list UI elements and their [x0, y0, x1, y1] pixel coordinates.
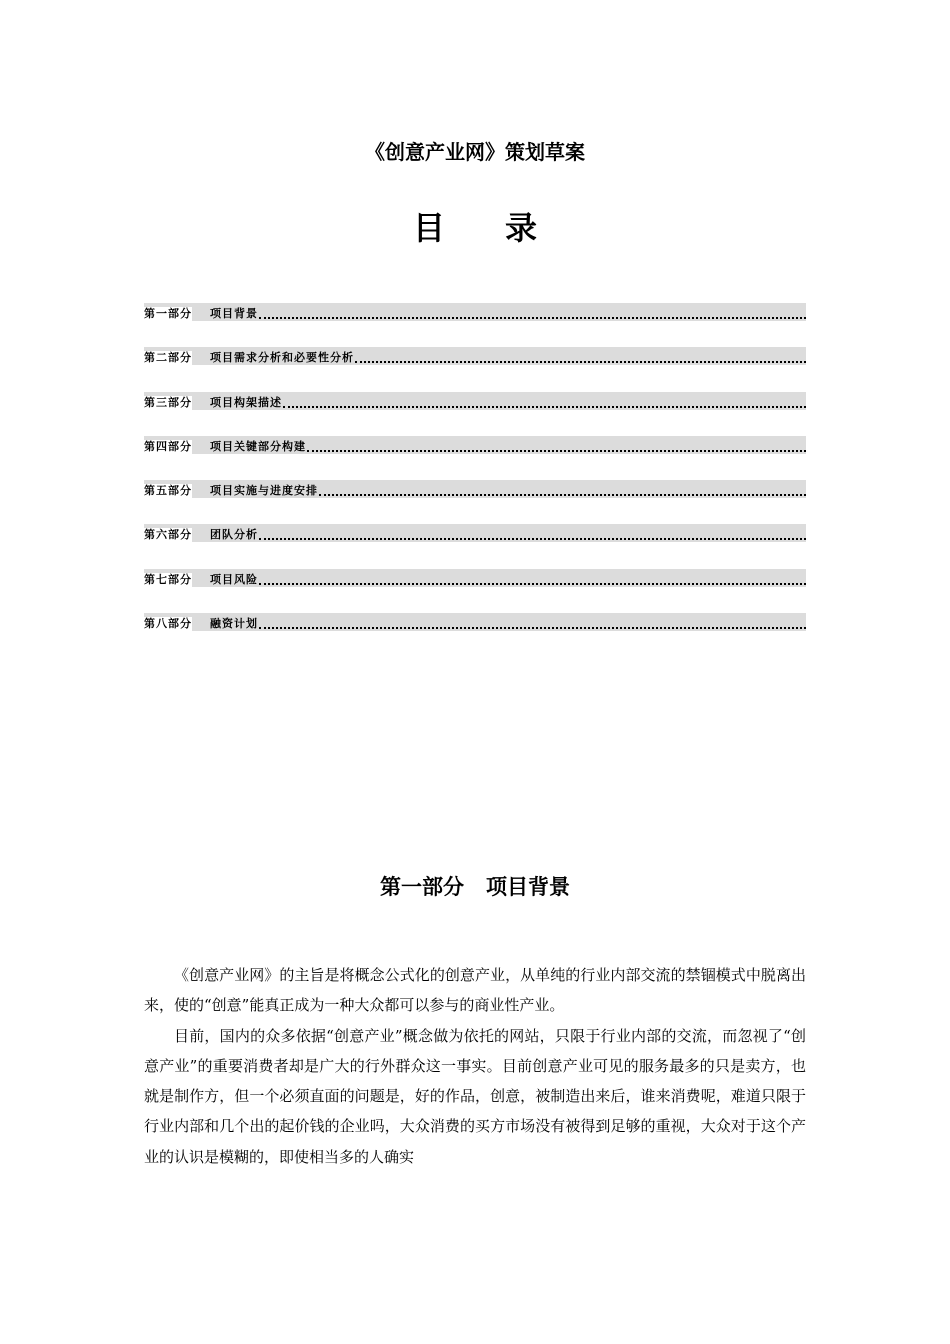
toc-entry-part: 第三部分: [144, 395, 192, 409]
toc-entry-part: 第二部分: [144, 351, 192, 365]
document-title: 《创意产业网》策划草案: [365, 140, 585, 164]
toc-entry-title: 项目构架描述: [210, 395, 282, 409]
toc-entry-part: 第七部分: [144, 572, 192, 586]
toc-entry-1[interactable]: [144, 303, 806, 321]
section-title-text: 项目背景: [486, 874, 570, 899]
toc-heading-right: 录: [505, 209, 538, 247]
toc-leader-dots: [355, 361, 806, 363]
toc-entry-part: 第五部分: [144, 484, 192, 498]
toc-entry-title: 项目关键部分构建: [210, 439, 306, 453]
toc-entry-2[interactable]: [144, 347, 806, 365]
table-of-contents: [144, 303, 806, 657]
toc-entry-title: 项目实施与进度安排: [210, 484, 318, 498]
toc-entry-title: 项目风险: [210, 572, 258, 586]
toc-entry-part: 第六部分: [144, 528, 192, 542]
toc-entry-title: 融资计划: [210, 617, 258, 631]
toc-entry-8[interactable]: [144, 613, 806, 631]
toc-entry-part: 第八部分: [144, 617, 192, 631]
toc-leader-dots: [259, 583, 806, 585]
toc-leader-dots: [283, 406, 806, 408]
paragraph-1: 《创意产业网》的主旨是将概念公式化的创意产业，从单纯的行业内部交流的禁锢模式中脱离出来，使的“创意”能真正成为一种大众都可以参与的商业性产业。: [144, 966, 806, 1015]
toc-entry-title: 项目需求分析和必要性分析: [210, 351, 354, 365]
toc-entry-part: 第四部分: [144, 439, 192, 453]
section-part: 第一部分: [380, 874, 464, 899]
toc-leader-dots: [259, 317, 806, 319]
toc-entry-title: 团队分析: [210, 528, 258, 542]
toc-entry-7[interactable]: [144, 569, 806, 587]
section-body: [144, 960, 806, 1172]
toc-heading-left: 目: [412, 209, 445, 247]
toc-leader-dots: [307, 450, 806, 452]
toc-leader-dots: [259, 538, 806, 540]
toc-entry-6[interactable]: [144, 524, 806, 542]
toc-leader-dots: [319, 494, 806, 496]
section-heading: [0, 872, 950, 902]
toc-entry-5[interactable]: [144, 480, 806, 498]
toc-leader-dots: [259, 627, 806, 629]
toc-entry-title: 项目背景: [210, 307, 258, 320]
toc-entry-4[interactable]: [144, 436, 806, 454]
paragraph-2: 目前，国内的众多依据“创意产业”概念做为依托的网站，只限于行业内部的交流，而忽视了“创意产业”的重要消费者却是广大的行外群众这一事实。目前创意产业可见的服务最多的只是卖方，也就是制作方，但一个必须直面的问题是，好的作品，创意，被制造出来后，谁来消费呢，难道只限于行业内部和几个出的起价钱的企业吗，大众消费的买方市场没有被得到足够的重视，大众对于这个产业的认识是模糊的，即使相当多的人确实: [144, 1026, 806, 1166]
toc-entry-3[interactable]: [144, 392, 806, 410]
toc-entry-part: 第一部分: [144, 307, 192, 320]
toc-heading: [0, 206, 950, 250]
